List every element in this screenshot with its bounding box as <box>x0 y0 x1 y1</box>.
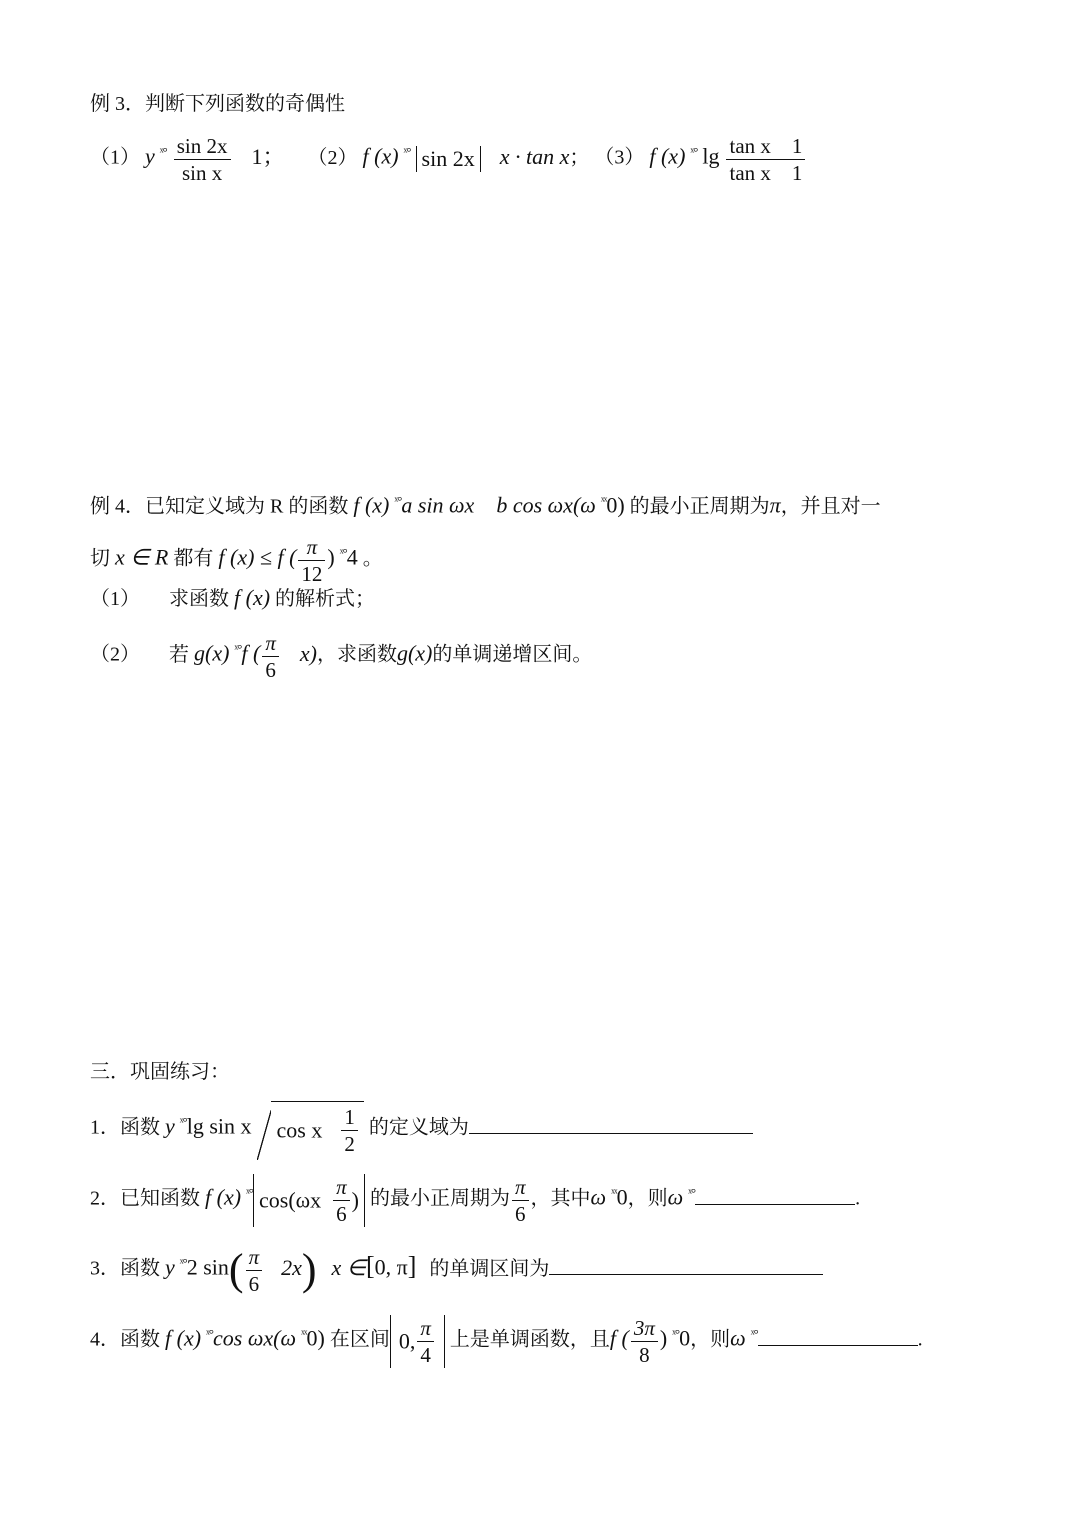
ex1-den: 2 <box>344 1132 355 1157</box>
q2-f: f ( <box>241 640 261 666</box>
ex3-domain: x ∈ <box>331 1254 366 1280</box>
part-2-label: （2） <box>307 146 358 169</box>
ex1-lg: lg sin x <box>186 1113 252 1139</box>
ex4i-int-a: 0, <box>398 1328 416 1354</box>
ex4-period-text: 的最小正周期为 <box>629 495 770 518</box>
q2-den: 6 <box>265 657 276 682</box>
ex1-end: 的定义域为 <box>368 1116 469 1139</box>
exercise-3 <box>90 1232 823 1294</box>
ex2-pnum: π <box>512 1174 529 1201</box>
ex4i-mid3: ，则 <box>690 1328 731 1351</box>
ex4-l2-x: x ∈ R <box>115 544 169 570</box>
ex4i-mid2: 上是单调函数，且 <box>449 1328 610 1351</box>
ex4i-f: f (x) <box>165 1325 202 1351</box>
equals-symbol: ˣ° <box>246 1185 253 1200</box>
example-3-parts <box>90 124 807 185</box>
ex3-tail: 2x <box>281 1254 302 1280</box>
ex4i-den: 4 <box>420 1342 431 1367</box>
ex2-period-fraction <box>512 1174 529 1227</box>
part-2-lhs: f (x) <box>362 143 399 169</box>
ex4i-w: ω <box>730 1325 746 1351</box>
ex4i-answer-blank[interactable] <box>758 1323 918 1346</box>
ex2-fraction <box>333 1174 350 1227</box>
ex2-answer-blank[interactable] <box>695 1182 855 1205</box>
equals-symbol: ˣ° <box>672 1326 680 1341</box>
ex3-right-bracket: ] <box>407 1251 417 1281</box>
part-1-lhs: y <box>145 143 155 169</box>
ex2-close: ) <box>351 1187 359 1213</box>
ex3-left-bracket: [ <box>365 1251 375 1281</box>
part-3-fraction <box>726 133 805 186</box>
ex4i-expr: cos ωx(ω <box>213 1325 296 1351</box>
part-1-numerator: sin 2x <box>174 133 231 160</box>
part-3-label: （3） <box>594 146 645 169</box>
equals-symbol: ˣ° <box>750 1326 758 1341</box>
ex2-mid: 的最小正周期为 <box>370 1187 510 1210</box>
q2-g2: g(x) <box>396 640 433 666</box>
q2-label: （2） <box>90 643 140 666</box>
section-3-title: 三．巩固练习： <box>90 1061 230 1083</box>
ex2-abs <box>253 1174 365 1227</box>
part-3-numerator: tan x 1 <box>726 133 805 160</box>
example-3-title: 例 3．判断下列函数的奇偶性 <box>90 93 345 115</box>
equals-symbol: ˣ° <box>234 641 242 656</box>
part-2-tail: x · tan x <box>499 143 570 169</box>
ex4-pi: π <box>769 492 781 518</box>
ex4-continue: ，并且对一 <box>780 495 881 518</box>
q2-mid: ，求函数 <box>316 643 397 666</box>
equals-symbol: ˣ° <box>394 493 402 508</box>
ex3-interval: 0, π <box>374 1254 408 1280</box>
ex2-f: f (x) <box>205 1184 242 1210</box>
ex4i-label: 4．函数 <box>90 1328 160 1351</box>
ex2-den: 6 <box>336 1201 347 1226</box>
q2-num: π <box>262 630 279 657</box>
ex2-pden: 6 <box>515 1201 526 1226</box>
ex4-condition: 0) <box>606 492 625 518</box>
ex4-l2-a: 切 <box>90 547 110 570</box>
ex4i-mid: 在区间 <box>329 1328 390 1351</box>
ex3-label: 3．函数 <box>90 1257 160 1280</box>
ex4-l2-num: π <box>298 534 325 561</box>
ex4i-f2: f ( <box>609 1325 629 1351</box>
ex1-label: 1．函数 <box>90 1116 160 1139</box>
exercise-2 <box>90 1162 860 1224</box>
ex4i-close: ) <box>659 1325 668 1351</box>
ex4i-num: π <box>417 1315 434 1342</box>
equals-symbol: ˣ° <box>403 144 411 159</box>
ex2-mid3: ，则 <box>627 1187 668 1210</box>
ex2-cos: cos(ωx <box>259 1187 322 1213</box>
part-1-label: （1） <box>90 146 140 169</box>
equals-symbol: ˣ° <box>339 545 347 560</box>
ex3-answer-blank[interactable] <box>549 1252 823 1275</box>
q2-g: g(x) <box>194 640 230 666</box>
q2-text: 若 <box>169 643 189 666</box>
q2-tail: x) <box>299 640 317 666</box>
ex2-end: . <box>855 1187 861 1210</box>
ex3-den: 6 <box>248 1271 260 1296</box>
equals-symbol: ˣ° <box>159 144 167 159</box>
ex1-y: y <box>165 1113 175 1139</box>
example-4-question-1 <box>90 584 375 613</box>
part-3-lg: lg <box>702 143 720 169</box>
ex4i-fden: 8 <box>639 1342 650 1367</box>
ex3-sin: 2 sin <box>186 1254 229 1280</box>
ex4-l2-fraction <box>298 534 325 587</box>
ex2-cond: 0 <box>616 1184 628 1210</box>
exercise-4 <box>90 1302 923 1366</box>
ex4i-cond: 0) <box>306 1325 325 1351</box>
ex3-close-paren: ) <box>301 1245 317 1295</box>
q1-text: 求函数 <box>169 588 229 610</box>
equals-symbol: ˣ° <box>179 1114 187 1129</box>
part-3-denominator: tan x 1 <box>729 160 803 185</box>
ex2-w2: ω <box>667 1184 684 1210</box>
ex3-fraction <box>246 1244 263 1297</box>
ex2-num: π <box>333 1174 350 1201</box>
ex1-num: 1 <box>341 1104 358 1131</box>
ex4-l2-val: 4 <box>346 544 358 570</box>
example-4-question-2 <box>90 620 593 682</box>
ex4-l2-end: 。 <box>362 547 383 570</box>
exercise-1 <box>90 1092 753 1157</box>
ex4-l2-b: 都有 <box>173 547 214 570</box>
greater-symbol: ˣˣ <box>611 1185 617 1200</box>
q1-label: （1） <box>90 588 140 610</box>
ex4i-fnum: 3π <box>631 1315 658 1342</box>
equals-symbol: ˣ° <box>206 1326 213 1341</box>
ex3-end: 的单调区间为 <box>429 1257 550 1280</box>
ex2-label: 2．已知函数 <box>90 1187 200 1210</box>
part-2-end: ； <box>569 146 590 169</box>
q2-end: 的单调递增区间。 <box>432 643 593 666</box>
equals-symbol: ˣ° <box>690 144 698 159</box>
ex1-sqrt <box>271 1101 364 1157</box>
ex4-l2-expr: f (x) ≤ f ( <box>218 544 297 570</box>
ex4i-val: 0 <box>679 1325 691 1351</box>
part-2-abs: sin 2x <box>416 146 481 172</box>
ex4i-interval <box>390 1315 445 1368</box>
part-1-tail: 1； <box>251 143 285 169</box>
part-1-denominator: sin x <box>181 160 223 185</box>
ex4i-f-fraction <box>631 1315 658 1368</box>
ex4-l2-close: ) <box>327 544 335 570</box>
greater-symbol: ˣˣ <box>600 493 607 508</box>
ex4-intro: 例 4．已知定义域为 R 的函数 <box>90 495 349 518</box>
part-1-fraction <box>174 133 231 186</box>
example-4-line-2 <box>90 524 383 586</box>
ex2-w: ω <box>590 1184 607 1210</box>
ex3-open-paren: ( <box>228 1245 244 1295</box>
example-4-line-1 <box>90 486 881 522</box>
part-3-lhs: f (x) <box>649 143 686 169</box>
greater-symbol: ˣˣ <box>300 1326 307 1341</box>
equals-symbol: ˣ° <box>179 1255 187 1270</box>
ex4i-end: . <box>917 1328 923 1351</box>
ex4i-int-fraction <box>417 1315 434 1368</box>
ex4-f: f (x) <box>353 492 390 518</box>
ex2-mid2: ，其中 <box>530 1187 591 1210</box>
q2-fraction <box>262 630 279 683</box>
q1-end: 的解析式； <box>275 588 376 610</box>
ex1-answer-blank[interactable] <box>469 1111 753 1134</box>
ex3-num: π <box>246 1244 263 1271</box>
ex1-fraction <box>341 1104 358 1157</box>
ex4-l2-den: 12 <box>301 561 323 586</box>
ex1-cos: cos x <box>276 1117 323 1143</box>
ex4-expression: a sin ωx b cos ωx(ω <box>401 492 596 518</box>
ex3-y: y <box>165 1254 175 1280</box>
equals-symbol: ˣ° <box>688 1185 696 1200</box>
q1-f: f (x) <box>234 585 271 610</box>
